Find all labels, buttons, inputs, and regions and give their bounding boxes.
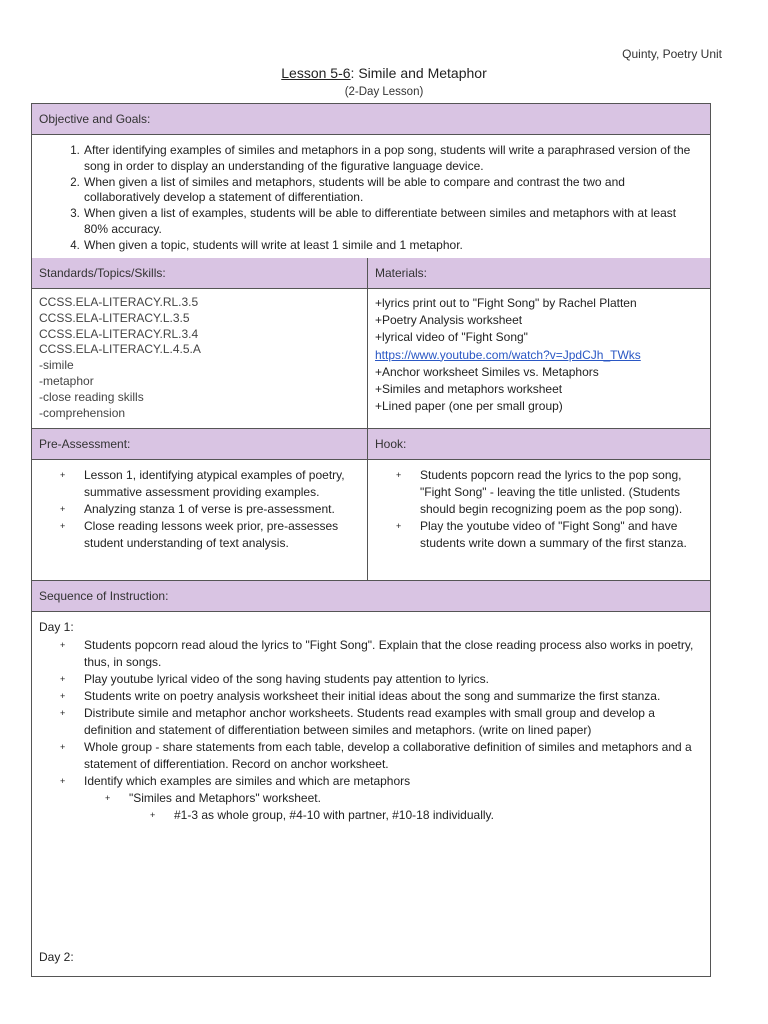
preassessment-heading: Pre-Assessment: — [32, 429, 367, 460]
day1-item: + Students write on poetry analysis worksheet their initial ideas about the song and summarize the first stanza. — [32, 688, 703, 705]
lesson-number: Lesson 5-6 — [281, 65, 351, 81]
preassessment-list — [32, 467, 359, 552]
day1-item: + Students popcorn read aloud the lyrics to "Fight Song". Explain that the close reading process also works in poetry, thus, in songs. — [32, 637, 703, 671]
day1-item: + Play youtube lyrical video of the song having students pay attention to lyrics. — [32, 671, 703, 688]
material-item: +Poetry Analysis worksheet — [375, 313, 523, 328]
topic-item: -simile — [39, 358, 74, 373]
day1-subsublist — [122, 807, 703, 824]
objective-item: 2. When given a list of similes and metaphors, students will be able to compare and contrast the two and collaboratively develop a statement of differentiation. — [83, 175, 703, 206]
day1-subitem: + "Similes and Metaphors" worksheet. — [77, 790, 703, 807]
author-unit: Quinty, Poetry Unit — [622, 47, 722, 61]
objective-item: 3. When given a list of examples, students will be able to differentiate between similes and metaphors with at least 80% accuracy. — [83, 206, 703, 237]
material-item: +lyrics print out to "Fight Song" by Rachel Platten — [375, 296, 637, 310]
material-item: +Similes and metaphors worksheet — [375, 382, 563, 397]
standard-item: CCSS.ELA-LITERACY.RL.3.5 — [39, 295, 199, 309]
standard-item: CCSS.ELA-LITERACY.L.3.5 — [39, 310, 190, 325]
youtube-link[interactable]: https://www.youtube.com/watch?v=JpdCJh_TWks — [375, 347, 641, 362]
standard-item: CCSS.ELA-LITERACY.L.4.5.A — [39, 342, 201, 357]
objective-section — [31, 103, 711, 261]
day1-item: + Distribute simile and metaphor anchor worksheets. Students read examples with small group and develop a definition and statement of differentiation between similes and metaphors. (write on lined paper) — [32, 705, 703, 739]
standards-materials-section — [31, 258, 711, 440]
hook-item: + Students popcorn read the lyrics to the pop song, "Fight Song" - leaving the title unlisted. (Students should begin recognizing poem as the pop song). — [368, 467, 706, 518]
preassessment-item: + Lesson 1, identifying atypical examples of poetry, summative assessment providing examples. — [32, 467, 359, 501]
sequence-section — [31, 580, 711, 977]
day1-label: Day 1: — [39, 620, 74, 634]
materials-list — [368, 289, 710, 421]
standards-list — [32, 289, 367, 439]
hook-heading: Hook: — [368, 429, 710, 460]
page-title — [0, 65, 768, 81]
objective-item: 1. After identifying examples of similes and metaphors in a pop song, students will write a paraphrased version of the song in order to display an understanding of the figurative language device. — [83, 143, 703, 174]
topic-item: -metaphor — [39, 373, 94, 388]
material-item: +Anchor worksheet Similes vs. Metaphors — [375, 364, 599, 379]
day1-item: + Identify which examples are similes and which are metaphors — [32, 773, 703, 790]
lesson-title: : Simile and Metaphor — [350, 65, 487, 81]
preassessment-item: + Analyzing stanza 1 of verse is pre-assessment. — [32, 501, 359, 518]
day1-item: + Whole group - share statements from each table, develop a collaborative definition of similes and metaphors and a statement of differentiation. Record on anchor worksheet. — [32, 739, 703, 773]
hook-item: + Play the youtube video of "Fight Song" and have students write down a summary of the first stanza. — [368, 518, 706, 552]
day2-label: Day 2: — [39, 950, 74, 964]
material-item: +lyrical video of "Fight Song" — [375, 330, 528, 345]
objective-heading: Objective and Goals: — [32, 104, 710, 135]
day1-subsubitem: + #1-3 as whole group, #4-10 with partner, #10-18 individually. — [122, 807, 703, 824]
sequence-heading: Sequence of Instruction: — [32, 581, 710, 612]
material-item: +Lined paper (one per small group) — [375, 399, 563, 414]
day1-sublist — [77, 790, 703, 807]
day1-list — [32, 637, 703, 790]
topic-item: -comprehension — [39, 405, 126, 420]
objective-list — [32, 143, 703, 253]
standard-item: CCSS.ELA-LITERACY.RL.3.4 — [39, 326, 199, 341]
preassessment-hook-section — [31, 428, 711, 582]
standards-heading: Standards/Topics/Skills: — [32, 258, 367, 289]
page-subtitle: (2-Day Lesson) — [344, 86, 424, 98]
hook-list — [368, 467, 706, 552]
preassessment-item: + Close reading lessons week prior, pre-assesses student understanding of text analysis. — [32, 518, 359, 552]
objective-item: 4. When given a topic, students will write at least 1 simile and 1 metaphor. — [83, 238, 703, 254]
materials-heading: Materials: — [368, 258, 710, 289]
topic-item: -close reading skills — [39, 389, 144, 404]
